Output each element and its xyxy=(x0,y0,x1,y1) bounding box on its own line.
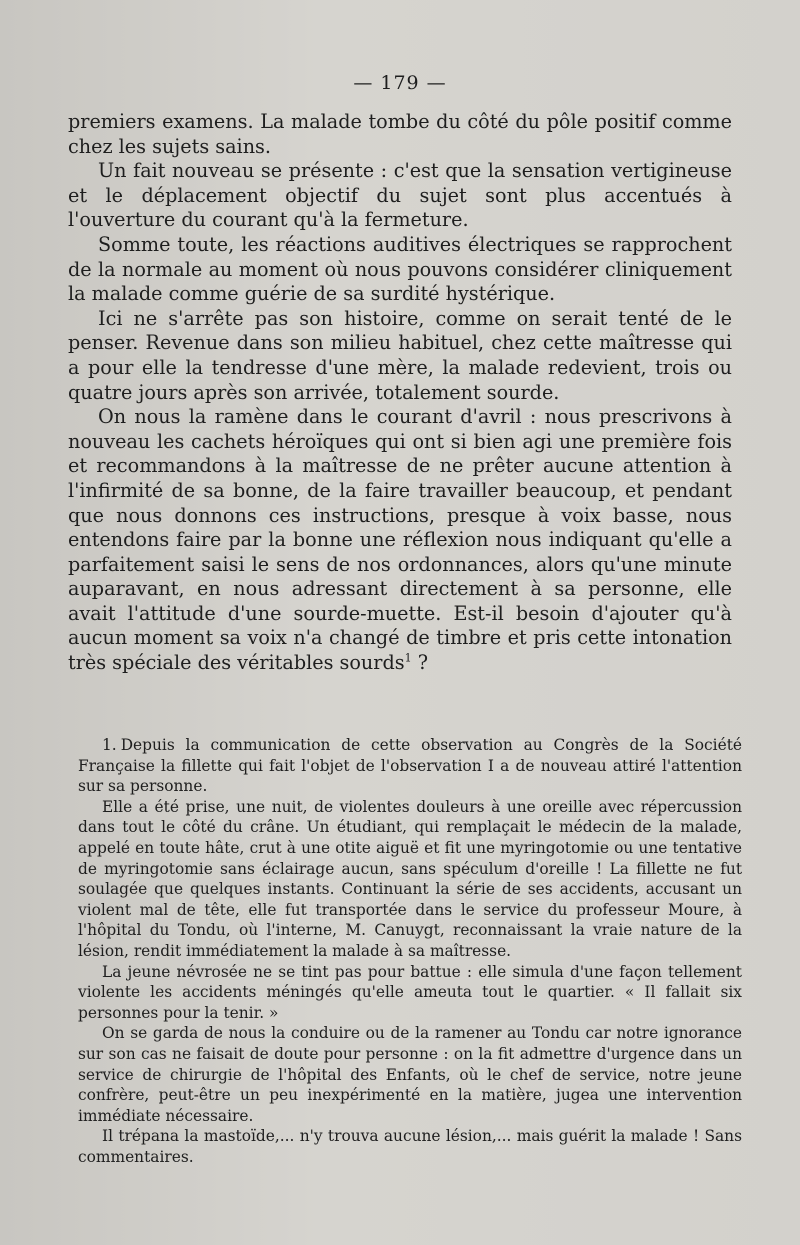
paragraph-3: Somme toute, les réactions auditives électriques se rapprochent de la normale au moment où nous pouvons considérer cliniquement la malade comme guérie de sa surdité hystérique. xyxy=(68,232,732,306)
footnote-1-text: Depuis la communication de cette observation au Congrès de la Société Française la fillette qui fait l'objet de l'observation I a de nouveau attiré l'attention sur sa personne. xyxy=(78,736,742,796)
footnote-number: 1. xyxy=(102,736,117,754)
paragraph-4: Ici ne s'arrête pas son histoire, comme on serait tenté de le penser. Revenue dans son milieu habituel, chez cette maîtresse qui a pour elle la tendresse d'une mère, la malade redevient, trois ou quatre jours après son arrivée, totalement sourde. xyxy=(68,306,732,404)
footnote-1-paragraph-3: La jeune névrosée ne se tint pas pour battue : elle simula d'une façon tellement violente les accidents méningés qu'elle ameuta tout le quartier. « Il fallait six personnes pour la tenir. » xyxy=(78,962,742,1022)
paragraph-1: premiers examens. La malade tombe du côté du pôle positif comme chez les sujets sains. xyxy=(68,110,732,158)
footnote-1-paragraph-4: On se garda de nous la conduire ou de la ramener au Tondu car notre ignorance sur son cas ne faisait de doute pour personne : on la fit admettre d'urgence dans un service de chirurgie de l'hôpital des Enfants, où le chef de service, notre jeune confrère, peut-être un peu inexpérimenté en la matière, jugea une intervention immédiate nécessaire. xyxy=(78,1024,742,1125)
footnotes xyxy=(78,735,742,1167)
page-number: — 179 — xyxy=(353,72,447,94)
footnote-1-paragraph-5: Il trépana la mastoïde,... n'y trouva aucune lésion,... mais guérit la malade ! Sans commentaires. xyxy=(78,1127,742,1166)
paragraph-2: Un fait nouveau se présente : c'est que la sensation vertigineuse et le déplacement objectif du sujet sont plus accentués à l'ouverture du courant qu'à la fermeture. xyxy=(68,159,732,232)
footnote-reference: 1 xyxy=(404,651,412,665)
paragraph-5-text: On nous la ramène dans le courant d'avril : nous prescrivons à nouveau les cachets héroïques qui ont si bien agi une première fois et recommandons à la maîtresse de ne prêter aucune attention à l'infirmité de sa bonne, de la faire travailler beaucoup, et pendant que nous donnons ces instructions, presque à voix basse, nous entendons faire par la bonne une réflexion nous indiquant qu'elle a parfaitement saisi le sens de nos ordonnances, alors qu'une minute auparavant, en nous adressant directement à sa personne, elle avait l'attitude d'une sourde-muette. Est-il besoin d'ajouter qu'à aucun moment sa voix n'a changé de timbre et pris cette intonation très spéciale des véritables sourds xyxy=(68,405,732,675)
footnote-1-paragraph-1 xyxy=(78,735,742,797)
paragraph-5-end: ? xyxy=(411,651,428,675)
main-text xyxy=(68,110,732,676)
paragraph-5 xyxy=(68,405,732,676)
footnote-1-paragraph-2: Elle a été prise, une nuit, de violentes douleurs à une oreille avec répercussion dans tout le côté du crâne. Un étudiant, qui remplaçait le médecin de la malade, appelé en toute hâte, crut à une otite aiguë et fit une myringotomie ou une tentative de myringotomie sans éclairage aucun, sans spéculum d'oreille ! La fillette ne fut soulagée que quelques instants. Continuant la série de ses accidents, accusant un violent mal de tête, elle fut transportée dans le service du professeur Moure, à l'hôpital du Tondu, où l'interne, M. Canuygt, reconnaissant la vraie nature de la lésion, rendit immédiatement la malade à sa maîtresse. xyxy=(78,797,742,960)
